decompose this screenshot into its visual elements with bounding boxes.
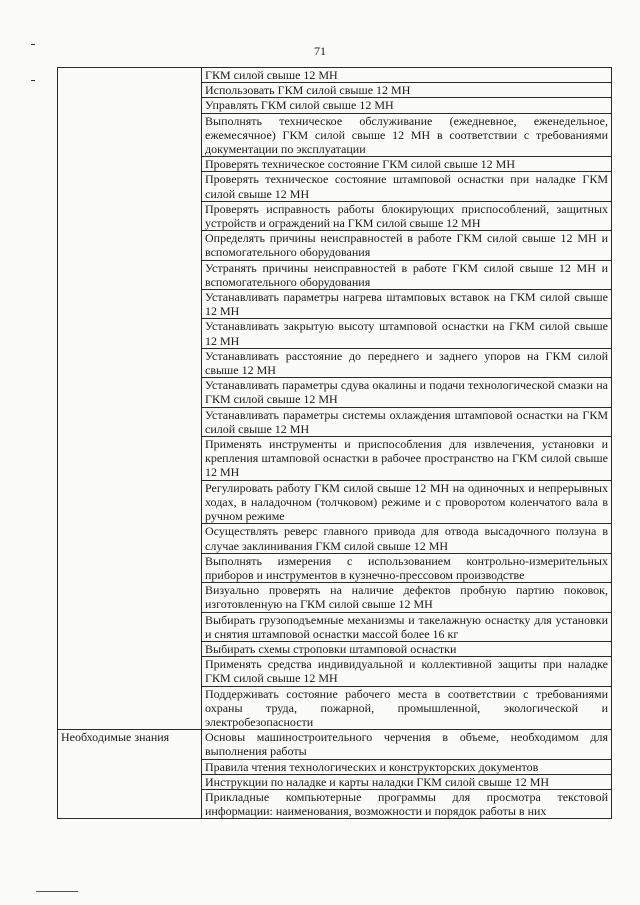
scan-mark (31, 44, 35, 45)
section-label: Необходимые знания (58, 730, 202, 819)
requirement-item: Применять средства индивидуальной и коллективной защиты при наладке ГКМ силой свыше 12 МН (202, 657, 612, 686)
requirement-item: Проверять исправность работы блокирующих приспособлений, защитных устройств и ограждений на ГКМ силой свыше 12 МН (202, 201, 612, 230)
requirement-item: Основы машиностроительного черчения в объеме, необходимом для выполнения работы (202, 730, 612, 759)
page-number: 71 (314, 44, 326, 58)
skills-knowledge-table (57, 67, 612, 819)
requirement-item: Выполнять техническое обслуживание (ежедневное, еженедельное, ежемесячное) ГКМ силой свыше 12 МН в соответствии с требованиями документации по эксплуатации (202, 113, 612, 157)
requirement-item: Выбирать схемы строповки штамповой оснастки (202, 641, 612, 656)
requirement-item: Регулировать работу ГКМ силой свыше 12 МН на одиночных и непрерывных ходах, в наладочном (толчковом) режиме и с проворотом коленчатого вала в ручном режиме (202, 480, 612, 524)
requirement-item: Выполнять измерения с использованием контрольно-измерительных приборов и инструментов в кузнечно-прессовом производстве (202, 553, 612, 582)
requirement-item: Устранять причины неисправностей в работе ГКМ силой свыше 12 МН и вспомогательного оборудования (202, 260, 612, 289)
footer-line (36, 891, 78, 892)
requirement-item: Определять причины неисправностей в работе ГКМ силой свыше 12 МН и вспомогательного оборудования (202, 231, 612, 260)
requirement-item: Применять инструменты и приспособления для извлечения, установки и крепления штамповой оснастки в рабочее пространство на ГКМ силой свыше 12 МН (202, 437, 612, 481)
requirement-item: Устанавливать закрытую высоту штамповой оснастки на ГКМ силой свыше 12 МН (202, 319, 612, 348)
table-row (58, 68, 612, 83)
requirement-item: Проверять техническое состояние ГКМ силой свыше 12 МН (202, 157, 612, 172)
requirement-item: Поддерживать состояние рабочего места в соответствии с требованиями охраны труда, пожарной, промышленной, экологической и электробезопасности (202, 686, 612, 730)
requirement-item: Прикладные компьютерные программы для просмотра текстовой информации: наименования, возможности и порядок работы в них (202, 789, 612, 818)
section-label (58, 68, 202, 730)
requirement-item: Выбирать грузоподъемные механизмы и такелажную оснастку для установки и снятия штамповой оснастки массой более 16 кг (202, 612, 612, 641)
requirement-item: Устанавливать параметры сдува окалины и подачи технологической смазки на ГКМ силой свыше 12 МН (202, 378, 612, 407)
requirement-item: Управлять ГКМ силой свыше 12 МН (202, 98, 612, 113)
requirement-item: Осуществлять реверс главного привода для отвода высадочного ползуна в случае заклинивания ГКМ силой свыше 12 МН (202, 524, 612, 553)
requirement-item: ГКМ силой свыше 12 МН (202, 68, 612, 83)
scan-mark (31, 80, 35, 81)
requirement-item: Проверять техническое состояние штамповой оснастки при наладке ГКМ силой свыше 12 МН (202, 172, 612, 201)
table-row (58, 730, 612, 759)
requirement-item: Устанавливать параметры нагрева штамповых вставок на ГКМ силой свыше 12 МН (202, 290, 612, 319)
requirement-item: Использовать ГКМ силой свыше 12 МН (202, 83, 612, 98)
requirement-item: Визуально проверять на наличие дефектов пробную партию поковок, изготовленную на ГКМ силой свыше 12 МН (202, 583, 612, 612)
requirement-item: Правила чтения технологических и конструкторских документов (202, 759, 612, 774)
requirement-item: Инструкции по наладке и карты наладки ГКМ силой свыше 12 МН (202, 774, 612, 789)
requirement-item: Устанавливать параметры системы охлаждения штамповой оснастки на ГКМ силой свыше 12 МН (202, 407, 612, 436)
requirement-item: Устанавливать расстояние до переднего и заднего упоров на ГКМ силой свыше 12 МН (202, 348, 612, 377)
